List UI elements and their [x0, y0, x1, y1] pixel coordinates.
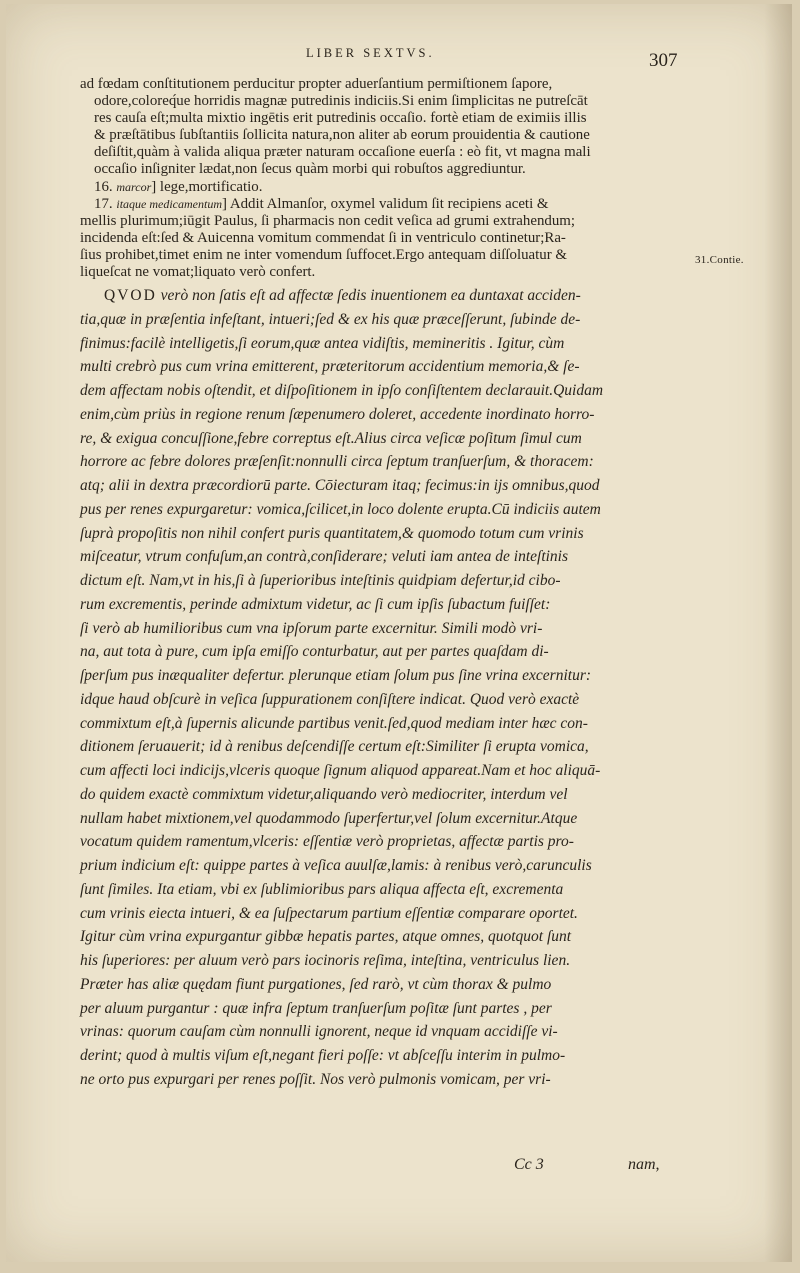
note-text: ] lege,mortificatio.: [151, 178, 263, 195]
note-line: ad fœdam conſtitutionem perducitur propter aduerſantium permiſtionem ſapore,: [80, 76, 553, 92]
book-page: [6, 4, 792, 1262]
commentary-line: ditionem ſeruauerit; id à renibus deſcendiſſe certum eſt:Similiter ſi erupta vomica,: [80, 738, 589, 756]
commentary-line: Præter has aliæ quędam fiunt purgationes, ſed rarò, vt cùm thorax & pulmo: [80, 975, 552, 993]
note-line: mellis plurimum;iūgit Paulus, ſi pharmacis non cedit veſica ad grumi extrahendum;: [80, 212, 576, 229]
note-line: deſiſtit,quàm à valida aliqua præter naturam occaſione euerſa : eò fit, vt magna mali: [94, 144, 591, 161]
commentary-line: finimus:facilè intelligetis,ſi eorum,quæ antea vidiſtis, memineritis . Igitur, cùm: [80, 334, 565, 352]
margin-note: 31.Contie.: [695, 254, 744, 266]
note-item-17: [80, 196, 690, 213]
commentary-line: prium indicium eſt: quippe partes à veſica auulſæ,lamis: à renibus verò,carunculis: [80, 857, 592, 875]
commentary-line: re, & exigua concuſſione,febre correptus eſt.Alius circa veſicæ poſitum ſimul cum: [80, 429, 582, 447]
note-lemma: itaque medicamentum: [116, 196, 222, 211]
commentary-line: vocatum quidem ramentum,vlceris: eſſentiæ verò proprietas, affectæ partis pro-: [80, 833, 574, 851]
commentary-line: [80, 284, 690, 308]
commentary-line: dem affectam nobis oſtendit, et diſpoſitionem in ipſo conſiſtentem declarauit.Quidam: [80, 382, 604, 400]
note-line: & præſtātibus ſubſtantiis ſollicita natura,non aliter ab eorum prouidentia & cautione: [94, 127, 590, 144]
note-line: odore,coloreq́ue horridis magnæ putredinis indiciis.Si enim ſimplicitas ne putreſcāt: [94, 93, 588, 110]
gutter-shadow: [764, 4, 792, 1262]
commentary-line: ſunt ſimiles. Ita etiam, vbi ex ſublimioribus pars aliqua affecta eſt, excrementa: [80, 880, 564, 898]
page-header: [6, 42, 792, 72]
commentary-line: cum vrinis eiecta intueri, & ea ſuſpectarum partium eſſentiæ comparare oportet.: [80, 904, 578, 922]
annotation-notes: [80, 76, 690, 281]
note-line: occaſio inſigniter lædat,non ſecus quàm morbi qui robuſtos aggrediuntur.: [94, 161, 526, 178]
commentary-line: horrore ac febre dolores præſenſit:nonnulli circa ſeptum tranſuerſum, & thoracem:: [80, 453, 594, 471]
commentary-line: ne orto pus expurgari per renes poſſit. Nos verò pulmonis vomicam, per vri-: [80, 1070, 551, 1088]
commentary-line: tia,quæ in præſentia infeſtant, intueri;ſed & ex his quæ præceſſerunt, ſubinde de-: [80, 310, 581, 328]
note-number: 16.: [94, 178, 113, 195]
commentary-line: enim,cùm priùs in regione renum ſæpenumero doleret, accedente inordinato horro-: [80, 405, 595, 423]
signature-mark: Cc 3: [514, 1156, 544, 1173]
commentary-line: do quidem exactè commixtum videtur,aliquando verò mediocriter, interdum vel: [80, 785, 568, 803]
commentary-line: nullam habet mixtionem,vel quodammodo ſuperfertur,vel ſolum excernitur.Atque: [80, 809, 578, 827]
commentary-line: dictum eſt. Nam,vt in his,ſi à ſuperioribus inteſtinis quidpiam defertur,id cibo-: [80, 572, 561, 590]
commentary-line: ſperſum pus inæqualiter defertur. plerunque etiam ſolum pus ſine vrina excernitur:: [80, 667, 592, 685]
commentary-paragraph: [80, 284, 690, 1092]
commentary-text: verò non ſatis eſt ad affectæ ſedis inuentionem ea duntaxat acciden-: [160, 287, 581, 305]
commentary-line: idque haud obſcurè in veſica ſuppurationem conſiſtere indicat. Quod verò exactè: [80, 690, 580, 708]
commentary-line: rum excrementis, perinde admixtum videtur, ac ſi cum ipſis ſubactum fuiſſet:: [80, 595, 551, 613]
catchword: nam,: [628, 1156, 660, 1173]
commentary-line: commixtum eſt,à ſupernis alicunde partibus venit.ſed,quod mediam inter hæc con-: [80, 714, 588, 732]
commentary-line: derint; quod à multis viſum eſt,negant fieri poſſe: vt abſceſſu interim in pulmo-: [80, 1047, 566, 1065]
note-line: liqueſcat ne vomat;liquato verò confert.: [80, 264, 316, 281]
commentary-line: atq; alii in dextra præcordiorū parte. Cōiecturam itaq; fecimus:in ijs omnibus,quod: [80, 477, 600, 495]
commentary-line: multi crebrò pus cum vrina emitterent, præteritorum accidentium memoria,& ſe-: [80, 358, 580, 376]
note-line: res cauſa eſt;multa mixtio ingētis erit putredinis occaſio. fortè etiam de eximiis illis: [94, 110, 587, 127]
commentary-line: cum affecti loci indicijs,vlceris quoque ſignum aliquod appareat.Nam et hoc aliquā-: [80, 762, 601, 780]
note-line: incidenda eſt:ſed & Auicenna vomitum commendat ſi in ventriculo continetur;Ra-: [80, 229, 566, 246]
commentary-line: ſi verò ab humilioribus cum vna ipſorum parte excernitur. Simili modò vri-: [80, 619, 543, 637]
commentary-line: per aluum purgantur : quæ infra ſeptum tranſuerſum poſitæ ſunt partes , per: [80, 999, 552, 1017]
note-item-16: [80, 179, 690, 196]
running-title: LIBER SEXTVS.: [306, 46, 435, 60]
commentary-line: pus per renes expurgaretur: vomica,ſcilicet,in loco dolente erupta.Cū indiciis autem: [80, 500, 601, 518]
lead-word: QVOD: [104, 287, 157, 305]
commentary-line: ſuprà propoſitis non nihil confert puris quantitatem,& quomodo totum cum vrinis: [80, 524, 584, 542]
commentary-line: miſceatur, vtrum confuſum,an contrà,conſiderare; veluti iam antea de inteſtinis: [80, 548, 569, 566]
note-number: 17.: [94, 195, 113, 212]
commentary-line: vrinas: quorum cauſam cùm nonnulli ignorent, neque id vnquam accidiſſe vi-: [80, 1023, 558, 1041]
commentary-line: Igitur cùm vrina expurgantur gibbæ hepatis partes, atque omnes, quotquot ſunt: [80, 928, 572, 946]
body-text: [80, 76, 690, 1092]
note-text: ] Addit Almanſor, oxymel validum ſit recipiens aceti &: [222, 195, 549, 212]
note-line: ſius prohibet,timet enim ne inter vomendum ſuffocet.Ergo antequam diſſoluatur &: [80, 246, 568, 263]
commentary-line: his ſuperiores: per aluum verò pars iocinoris reſima, inteſtina, ventriculus lien.: [80, 952, 571, 970]
page-number: 307: [649, 50, 678, 71]
note-lemma: marcor: [116, 179, 152, 194]
commentary-line: na, aut tota à pure, cum ipſa emiſſo conturbatur, aut per partes quaſdam di-: [80, 643, 549, 661]
